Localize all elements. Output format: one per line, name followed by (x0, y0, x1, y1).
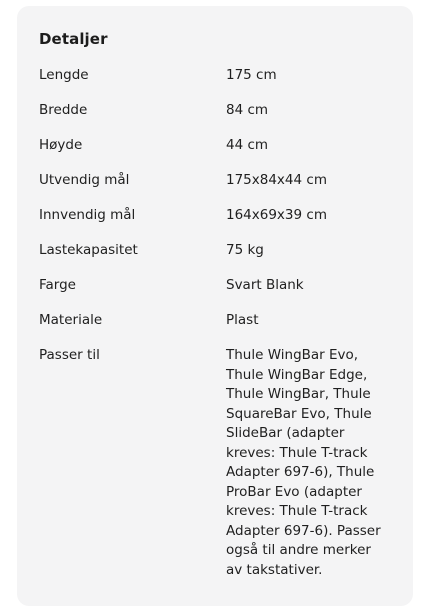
row-label: Lastekapasitet (39, 242, 138, 258)
row-value: 175x84x44 cm (226, 172, 327, 188)
row-label: Materiale (39, 312, 103, 328)
row-value: Plast (226, 312, 259, 328)
details-row-width (39, 101, 399, 136)
details-list (39, 66, 399, 580)
row-value: 84 cm (226, 102, 269, 118)
row-value: 164x69x39 cm (226, 207, 327, 223)
details-title: Detaljer (39, 30, 108, 48)
details-row-height (39, 136, 399, 171)
row-label: Bredde (39, 102, 88, 118)
row-value: 44 cm (226, 137, 269, 153)
details-row-material (39, 311, 399, 346)
details-card (17, 6, 413, 606)
row-value: 75 kg (226, 242, 264, 258)
row-label: Innvendig mål (39, 207, 136, 223)
row-label: Utvendig mål (39, 172, 130, 188)
row-value: 175 cm (226, 67, 277, 83)
details-row-outer-dimensions (39, 171, 399, 206)
details-row-inner-dimensions (39, 206, 399, 241)
details-row-length (39, 66, 399, 101)
row-value: Svart Blank (226, 277, 304, 293)
details-row-color (39, 276, 399, 311)
row-label: Farge (39, 277, 76, 293)
row-label: Passer til (39, 347, 100, 363)
details-row-fits (39, 346, 399, 580)
row-value: Thule WingBar Evo, Thule WingBar Edge, Thule WingBar, Thule SquareBar Evo, Thule SlideBar (adapter kreves: Thule T-track Adapter 697-6), Thule ProBar Evo (adapter kreves: Thule T-track Adapter 697-6). Passer også til andre merker av takstativer. (226, 347, 381, 578)
row-label: Høyde (39, 137, 83, 153)
details-row-load-capacity (39, 241, 399, 276)
row-label: Lengde (39, 67, 89, 83)
